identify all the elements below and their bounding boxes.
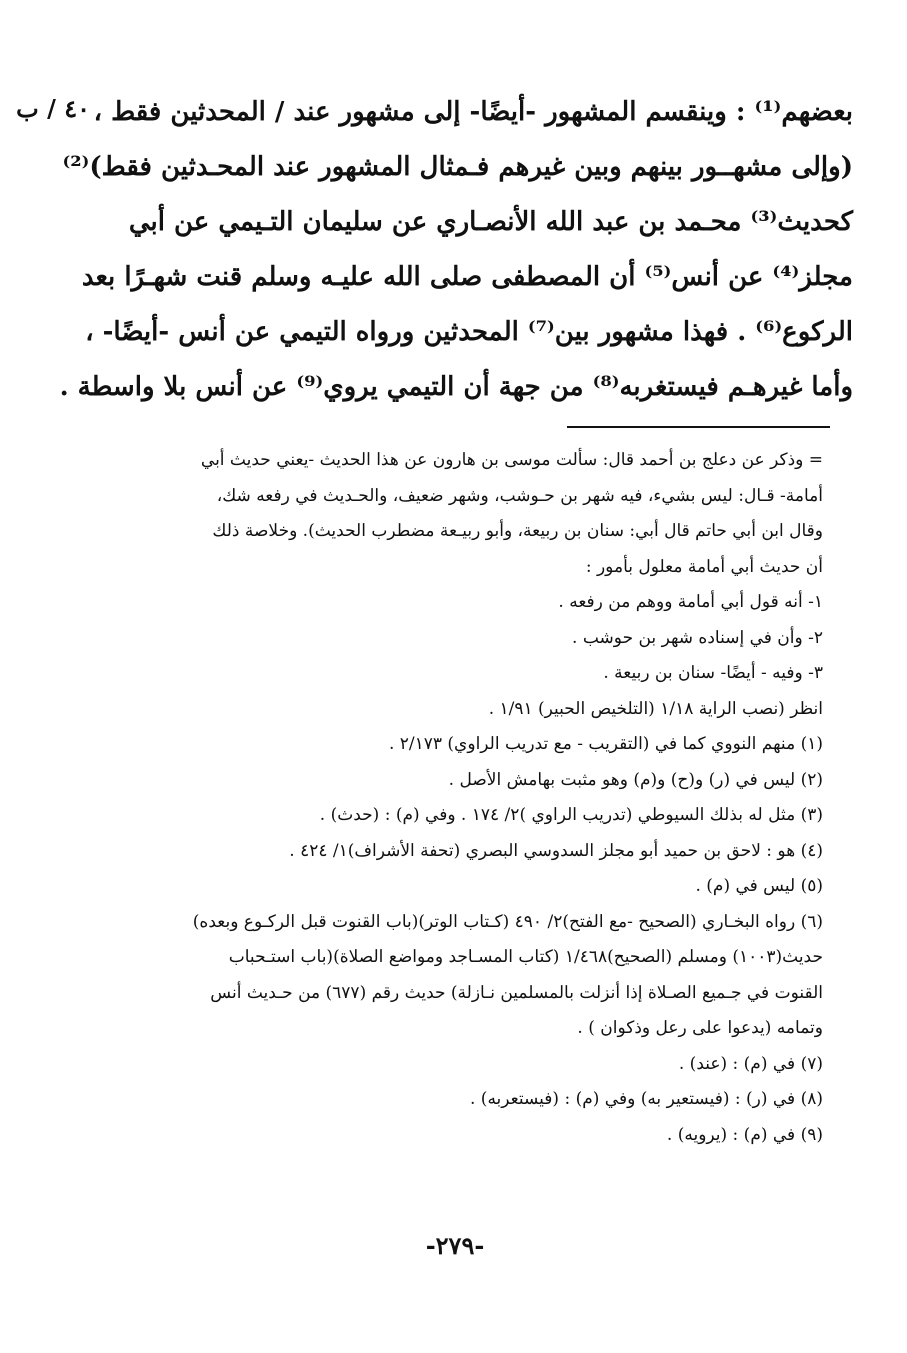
footnote-line: ٢- وأن في إسناده شهر بن حوشب . — [572, 627, 823, 648]
footnotes-block — [81, 443, 823, 1153]
page-number: -٢٧٩- — [425, 1231, 485, 1260]
main-text-line: الركوع⁽⁶⁾ . فهذا مشهور بين⁽⁷⁾ المحدثين ورواه التيمي عن أنس -أيضًا- ، — [85, 317, 853, 347]
footnote-line: (٢) ليس في (ر) و(ح) و(م) وهو مثبت بهامش الأصل . — [448, 769, 823, 790]
main-text-line: (وإلى مشهــور بينهم وبين غيرهم فـمثال المشهور عند المحـدثين فقط)⁽²⁾ — [62, 152, 853, 182]
footnote-line: (٩) في (م) : (يرويه) . — [666, 1124, 823, 1145]
margin-reference: ٤٠ / ب — [16, 94, 90, 123]
footnote-line: (٣) مثل له بذلك السيوطي (تدريب الراوي )٢/ ١٧٤ . وفي (م) : (حدث) . — [319, 805, 823, 825]
footnote-line: وتمامه (يدعوا على رعل وذكوان ) . — [577, 1018, 823, 1038]
footnote-line: ٣- وفيه - أيضًا- سنان بن ربيعة . — [603, 663, 823, 683]
main-text-line: بعضهم⁽¹⁾ : وينقسم المشهور -أيضًا- إلى مشهور عند / المحدثين فقط ، — [93, 97, 853, 127]
main-text-line: مجلز⁽⁴⁾ عن أنس⁽⁵⁾ أن المصطفى صلى الله عليـه وسلم قنت شهـرًا بعد — [81, 262, 853, 292]
footnote-line: (٤) هو : لاحق بن حميد أبو مجلز السدوسي البصري (تحفة الأشراف)١/ ٤٢٤ . — [289, 840, 823, 861]
footnote-line: وقال ابن أبي حاتم قال أبي: سنان بن ربيعة، وأبو ربيـعة مضطرب الحديث). وخلاصة ذلك — [212, 521, 823, 541]
footnote-line: القنوت في جـميع الصـلاة إذا أنزلت بالمسلمين نـازلة) حديث رقم (٦٧٧) من حـديث أنس — [210, 982, 823, 1003]
footnote-line: ١- أنه قول أبي أمامة ووهم من رفعه . — [558, 592, 823, 612]
footnote-divider — [567, 426, 830, 428]
footnote-line: (٨) في (ر) : (فيستعير به) وفي (م) : (فيستعربه) . — [470, 1089, 823, 1109]
footnote-line: أن حديث أبي أمامة معلول بأمور : — [585, 556, 823, 577]
footnote-line: (٦) رواه البخـاري (الصحيح -مع الفتح)٢/ ٤٩٠ (كـتاب الوتر)(باب القنوت قبل الركـوع وبعده) — [192, 911, 823, 932]
main-text-block — [59, 85, 853, 415]
footnote-line: = وذكر عن دعلج بن أحمد قال: سألت موسى بن هارون عن هذا الحديث -يعني حديث أبي — [200, 450, 823, 470]
footnote-line: (٧) في (م) : (عند) . — [678, 1053, 823, 1074]
main-text-line: كحديث⁽³⁾ محـمد بن عبد الله الأنصـاري عن سليمان التـيمي عن أبي — [128, 207, 853, 237]
footnote-line: (٥) ليس في (م) . — [695, 876, 823, 896]
footnote-line: انظر (نصب الراية ١/١٨ (التلخيص الحبير) ١/٩١ . — [488, 698, 823, 719]
footnote-line: (١) منهم النووي كما في (التقريب - مع تدريب الراوي) ٢/١٧٣ . — [388, 734, 823, 754]
footnote-line: حديث(١٠٠٣) ومسلم (الصحيح)١/٤٦٨ (كتاب المسـاجد ومواضع الصلاة)(باب استـحباب — [228, 947, 823, 967]
main-text-line: وأما غيرهـم فيستغربه⁽⁸⁾ من جهة أن التيمي يروي⁽⁹⁾ عن أنس بلا واسطة . — [59, 372, 853, 402]
footnote-line: أمامة- قـال: ليس بشيء، فيه شهر بن حـوشب، وشهر ضعيف، والحـديث في رفعه شك، — [216, 485, 823, 506]
